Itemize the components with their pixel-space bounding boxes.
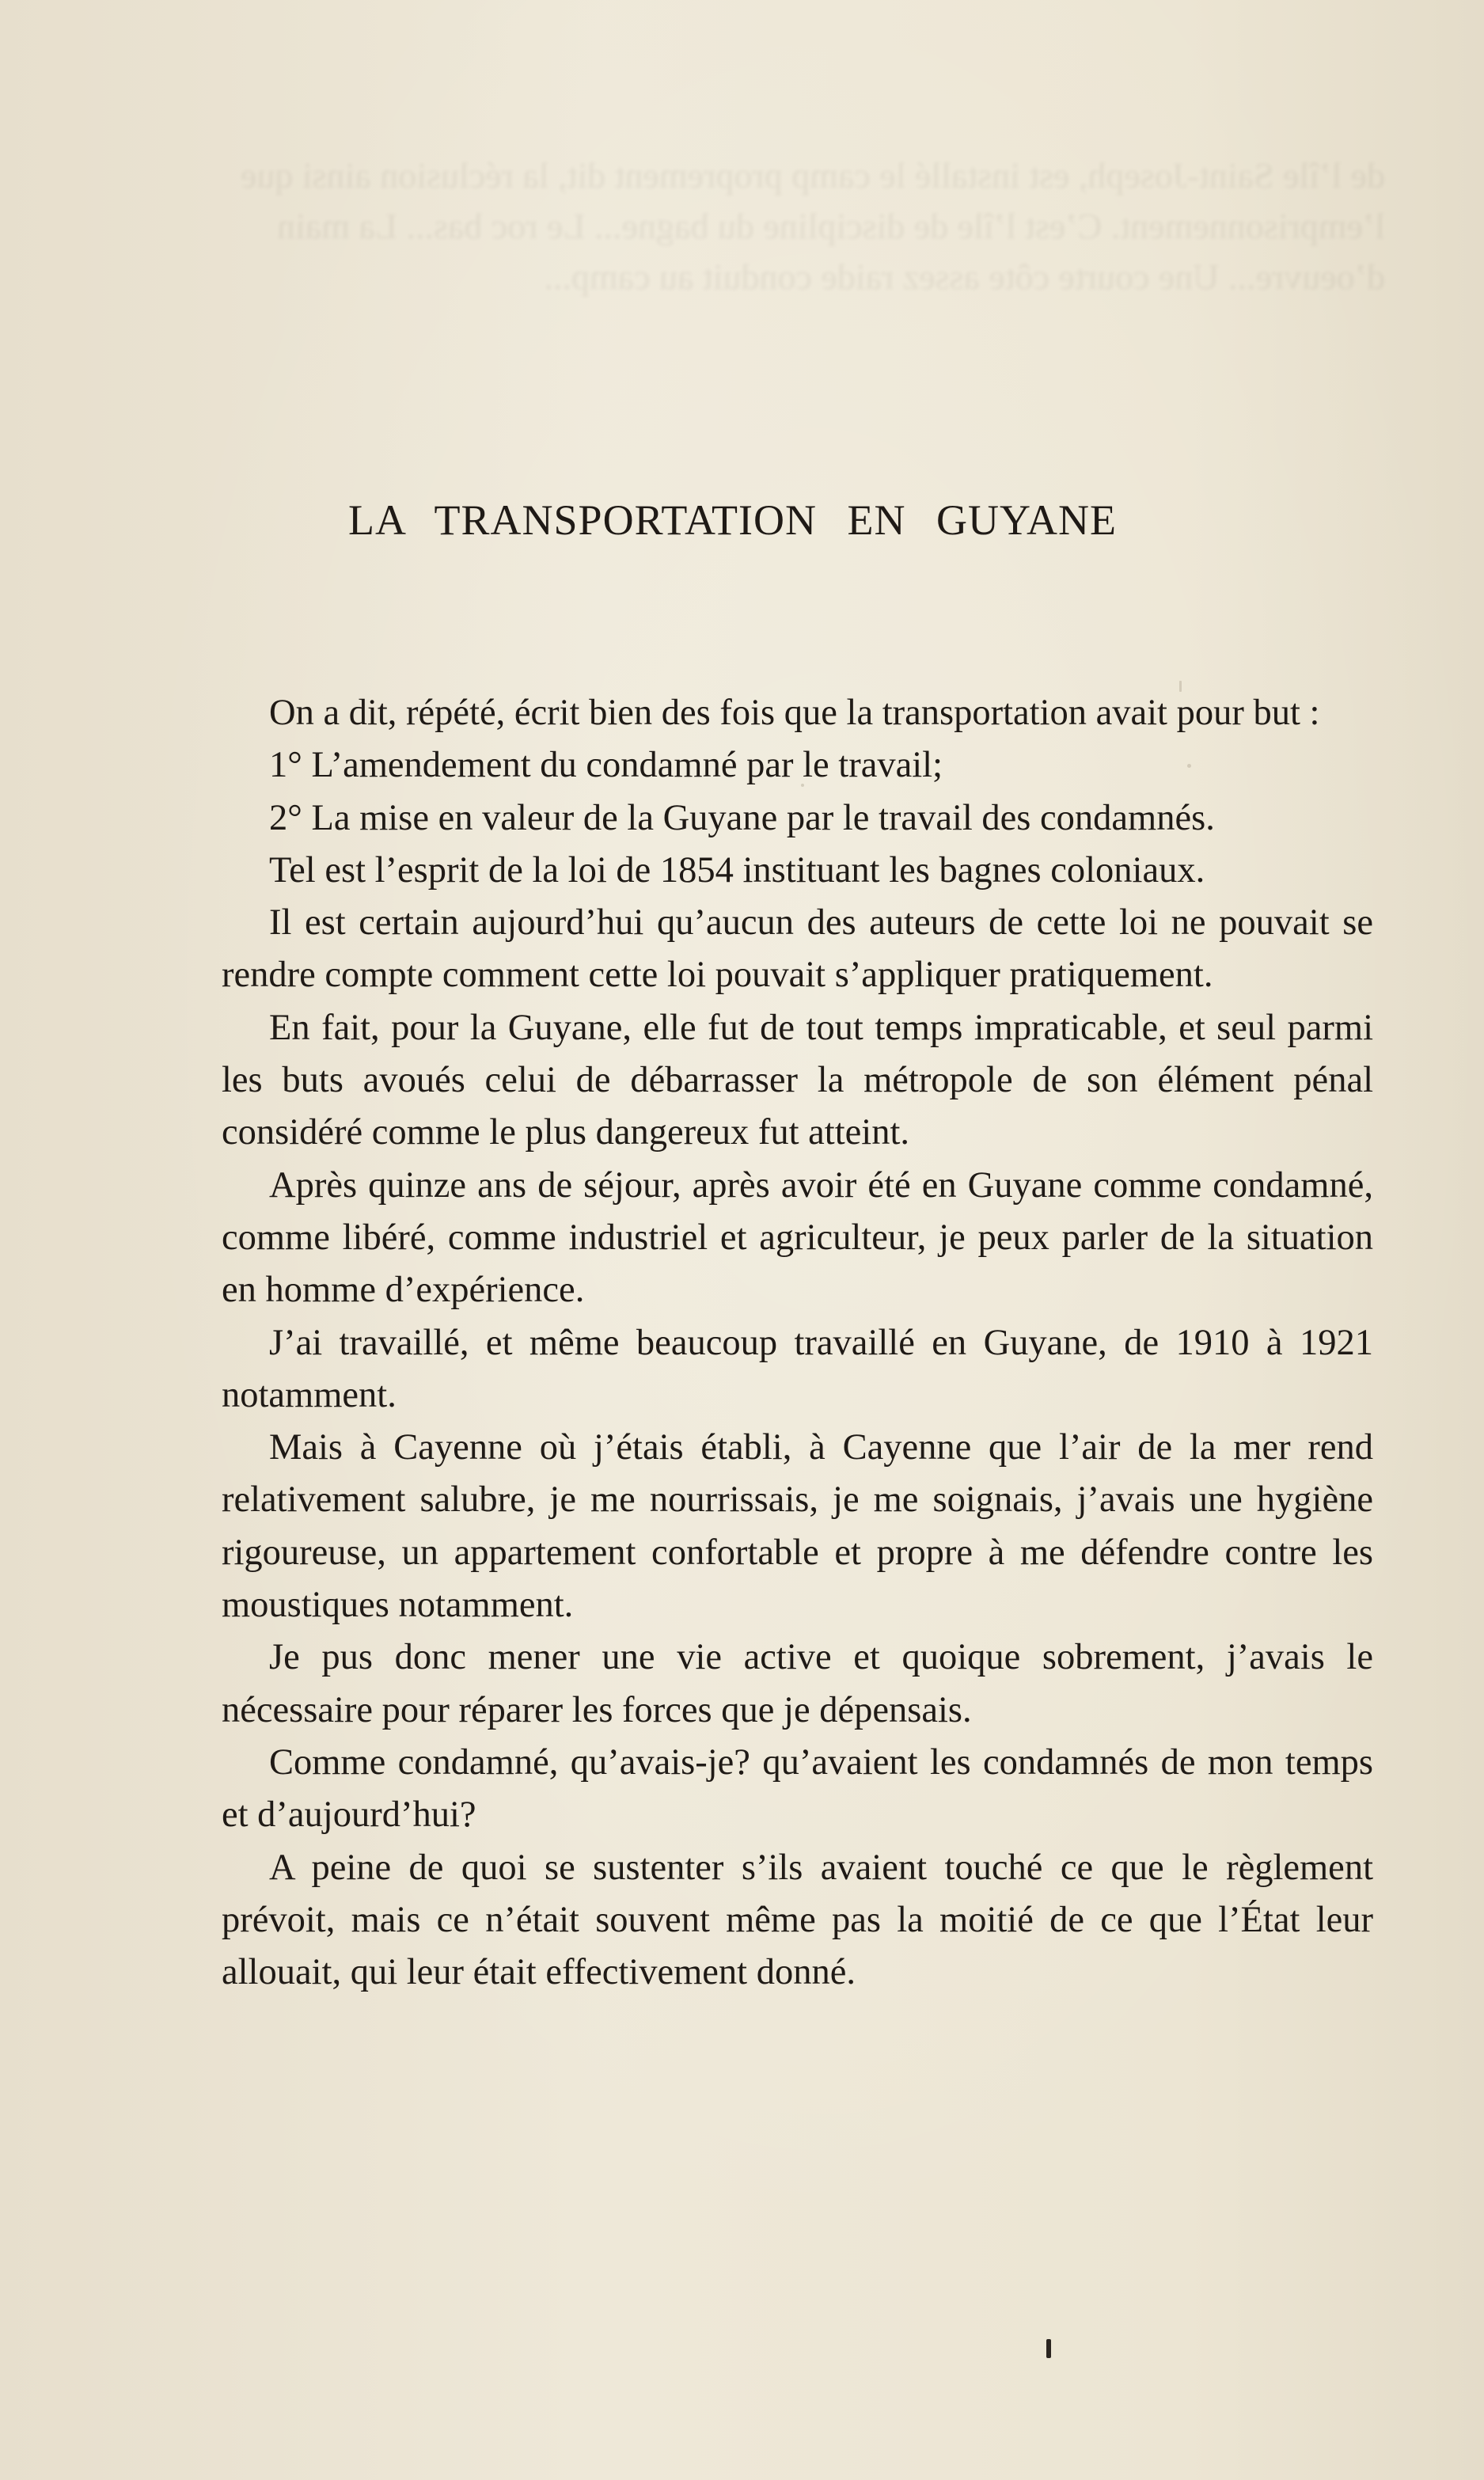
- paragraph: Je pus donc mener une vie active et quoique sobrement, j’avais le nécessaire pour réparer les forces que je dépensais.: [222, 1637, 1373, 1730]
- signature-mark: [1046, 2339, 1051, 2358]
- paragraph: Après quinze ans de séjour, après avoir été en Guyane comme condamné, comme libéré, comme industriel et agriculteur, je peux parler de la situation en homme d’expérience.: [222, 1164, 1373, 1311]
- paragraph: 2° La mise en valeur de la Guyane par le travail des condamnés.: [269, 797, 1215, 838]
- page-title: LA TRANSPORTATION EN GUYANE: [348, 496, 1117, 544]
- paragraph: Comme condamné, qu’avais-je? qu’avaient les condamnés de mon temps et d’aujourd’hui?: [222, 1741, 1373, 1836]
- body-text: [222, 687, 1373, 1999]
- paragraph: A peine de quoi se sustenter s’ils avaient touché ce que le règlement prévoit, mais ce n’était souvent même pas la moitié de ce que l’État leur allouait, qui leur était effectivement donné.: [222, 1847, 1373, 1993]
- paragraph: 1° L’amendement du condamné par le travail;: [269, 745, 943, 786]
- paragraph: Il est certain aujourd’hui qu’aucun des auteurs de cette loi ne pouvait se rendre compte comment cette loi pouvait s’appliquer pratiquement.: [222, 902, 1373, 996]
- bleed-through-text: de l’île Saint-Joseph, est installé le camp proprement dit, la réclusion ainsi que l’emprisonnement. C’est l’île de discipline du bagne... Le roc bas... La main d’oeuvre... Une courte côte assez raide conduit au camp...: [240, 155, 1385, 297]
- paragraph: J’ai travaillé, et même beaucoup travaillé en Guyane, de 1910 à 1921 notamment.: [222, 1322, 1373, 1415]
- paragraph: On a dit, répété, écrit bien des fois que la transportation avait pour but :: [269, 693, 1320, 733]
- paragraph: Tel est l’esprit de la loi de 1854 instituant les bagnes coloniaux.: [269, 849, 1205, 891]
- paragraph: En fait, pour la Guyane, elle fut de tout temps impraticable, et seul parmi les buts avoués celui de débarrasser la métropole de son élément pénal considéré comme le plus dangereux fut atteint.: [222, 1007, 1373, 1153]
- paragraph: Mais à Cayenne où j’étais établi, à Cayenne que l’air de la mer rend relativement salubre, je me nourrissais, je me soignais, j’avais une hygiène rigoureuse, un appartement confortable et propre à me défendre contre les moustiques notamment.: [222, 1427, 1373, 1626]
